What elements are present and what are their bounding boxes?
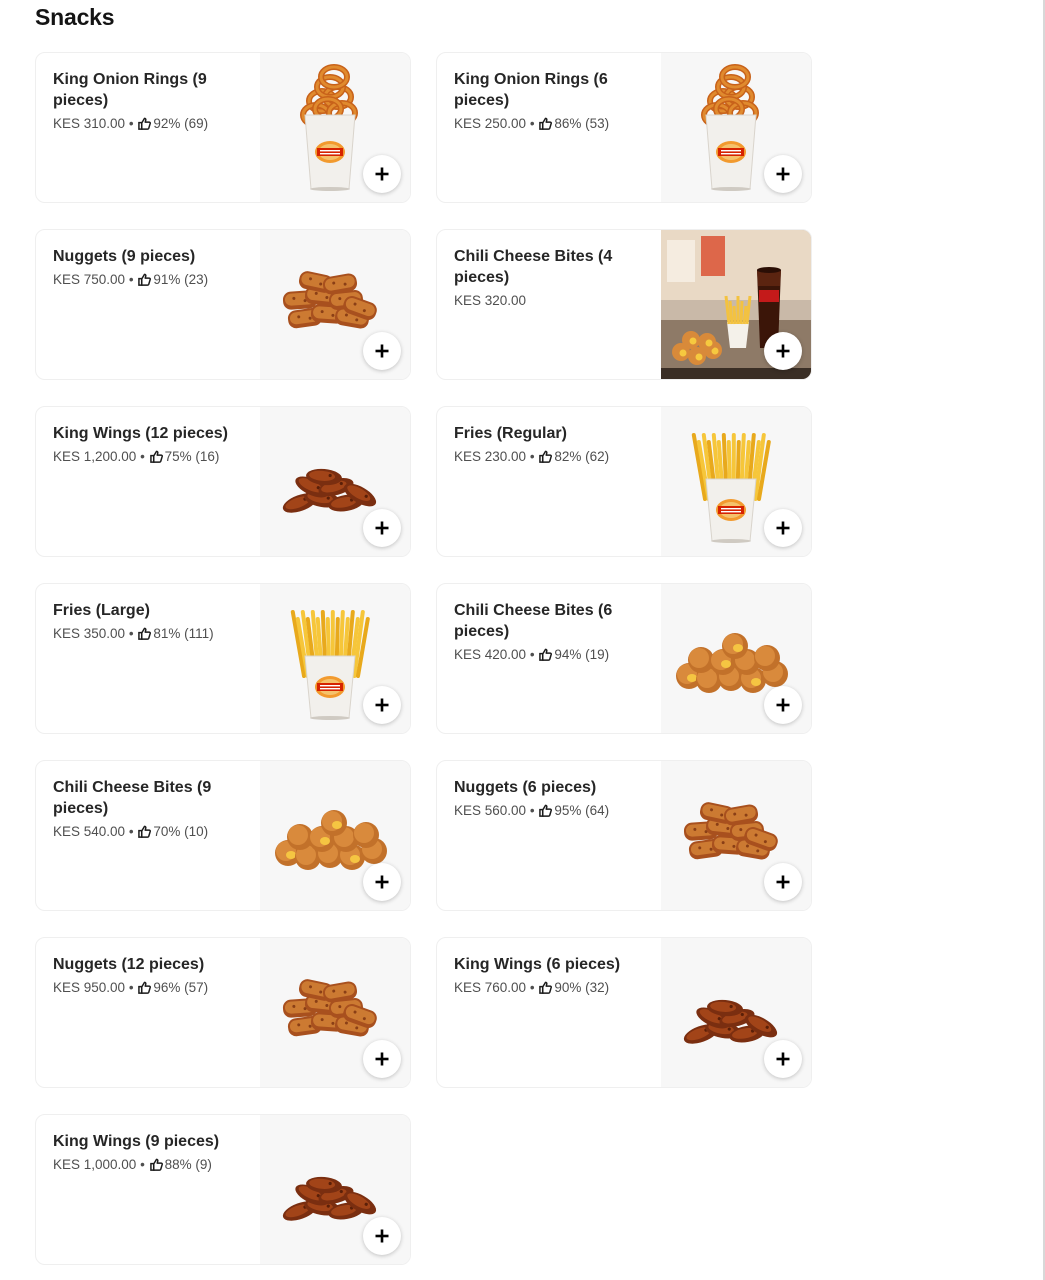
item-info	[53, 246, 253, 288]
add-button[interactable]	[764, 509, 802, 547]
thumbs-up-icon	[150, 1158, 163, 1171]
menu-item-card[interactable]	[35, 1114, 411, 1265]
item-price: KES 420.00	[454, 647, 527, 662]
item-price: KES 560.00	[454, 803, 527, 818]
item-meta	[454, 292, 654, 309]
item-info	[454, 600, 654, 663]
add-button[interactable]	[363, 686, 401, 724]
item-info	[53, 69, 253, 132]
add-button[interactable]	[764, 332, 802, 370]
thumbs-up-icon	[138, 273, 151, 286]
item-name: Chili Cheese Bites (6 pieces)	[454, 602, 613, 640]
item-name: King Onion Rings (6 pieces)	[454, 71, 608, 109]
item-price: KES 1,000.00	[53, 1157, 137, 1172]
item-rating: 91% (23)	[153, 272, 209, 287]
item-info	[53, 423, 253, 465]
add-button[interactable]	[363, 332, 401, 370]
menu-item-card[interactable]	[436, 229, 812, 380]
add-button[interactable]	[363, 155, 401, 193]
thumbs-up-icon	[138, 117, 151, 130]
menu-item-card[interactable]	[35, 229, 411, 380]
plus-icon	[776, 1052, 790, 1066]
meta-separator: •	[529, 980, 539, 995]
item-name: King Wings (9 pieces)	[53, 1133, 220, 1150]
meta-separator: •	[529, 116, 539, 131]
menu-item-card[interactable]	[436, 52, 812, 203]
meta-separator: •	[529, 647, 539, 662]
item-price: KES 320.00	[454, 293, 527, 308]
item-price: KES 950.00	[53, 980, 126, 995]
section-title: Snacks	[35, 4, 115, 30]
item-info	[454, 246, 654, 309]
plus-icon	[375, 344, 389, 358]
item-price: KES 250.00	[454, 116, 527, 131]
item-info	[53, 600, 253, 642]
item-rating: 90% (32)	[554, 980, 610, 995]
thumbs-up-icon	[138, 627, 151, 640]
plus-icon	[375, 521, 389, 535]
plus-icon	[375, 167, 389, 181]
plus-icon	[375, 698, 389, 712]
meta-separator: •	[128, 272, 138, 287]
menu-item-card[interactable]	[436, 937, 812, 1088]
item-price: KES 540.00	[53, 824, 126, 839]
item-name: King Onion Rings (9 pieces)	[53, 71, 207, 109]
item-rating: 94% (19)	[554, 647, 610, 662]
item-rating: 92% (69)	[153, 116, 209, 131]
item-name: Chili Cheese Bites (4 pieces)	[454, 248, 613, 286]
plus-icon	[375, 1052, 389, 1066]
add-button[interactable]	[764, 1040, 802, 1078]
item-name: Fries (Large)	[53, 602, 150, 619]
item-rating: 86% (53)	[554, 116, 610, 131]
item-meta	[53, 625, 253, 642]
add-button[interactable]	[363, 863, 401, 901]
plus-icon	[776, 875, 790, 889]
item-name: Fries (Regular)	[454, 425, 567, 442]
thumbs-up-icon	[138, 825, 151, 838]
thumbs-up-icon	[539, 804, 552, 817]
meta-separator: •	[128, 824, 138, 839]
item-rating: 82% (62)	[554, 449, 610, 464]
meta-separator: •	[140, 449, 149, 464]
plus-icon	[375, 1229, 389, 1243]
thumbs-up-icon	[539, 648, 552, 661]
meta-separator: •	[128, 116, 138, 131]
item-price: KES 760.00	[454, 980, 527, 995]
plus-icon	[776, 167, 790, 181]
item-meta	[53, 115, 253, 132]
meta-separator: •	[529, 449, 539, 464]
menu-item-card[interactable]	[35, 52, 411, 203]
menu-items-grid	[35, 52, 812, 1265]
item-price: KES 350.00	[53, 626, 126, 641]
add-button[interactable]	[363, 1040, 401, 1078]
item-info	[454, 423, 654, 465]
item-info	[53, 954, 253, 996]
item-meta	[454, 448, 654, 465]
add-button[interactable]	[363, 509, 401, 547]
meta-separator: •	[128, 980, 138, 995]
item-meta	[53, 979, 253, 996]
item-name: Nuggets (12 pieces)	[53, 956, 205, 973]
menu-item-card[interactable]	[35, 583, 411, 734]
add-button[interactable]	[764, 155, 802, 193]
menu-item-card[interactable]	[436, 583, 812, 734]
meta-separator: •	[128, 626, 138, 641]
item-meta	[53, 823, 253, 840]
menu-item-card[interactable]	[35, 406, 411, 557]
item-info	[454, 777, 654, 819]
add-button[interactable]	[764, 686, 802, 724]
item-name: King Wings (12 pieces)	[53, 425, 228, 442]
item-meta	[53, 271, 253, 288]
plus-icon	[776, 344, 790, 358]
item-info	[53, 1131, 253, 1173]
item-rating: 96% (57)	[153, 980, 209, 995]
item-info	[53, 777, 253, 840]
menu-item-card[interactable]	[436, 760, 812, 911]
item-info	[454, 954, 654, 996]
item-meta	[53, 1156, 253, 1173]
item-name: Chili Cheese Bites (9 pieces)	[53, 779, 212, 817]
menu-item-card[interactable]	[35, 937, 411, 1088]
item-meta	[454, 979, 654, 996]
item-name: Nuggets (6 pieces)	[454, 779, 597, 796]
menu-item-card[interactable]	[35, 760, 411, 911]
plus-icon	[375, 875, 389, 889]
meta-separator: •	[140, 1157, 149, 1172]
item-rating: 81% (111)	[153, 626, 214, 641]
item-meta	[454, 115, 654, 132]
item-meta	[454, 646, 654, 663]
item-name: King Wings (6 pieces)	[454, 956, 621, 973]
item-rating: 70% (10)	[153, 824, 209, 839]
thumbs-up-icon	[539, 450, 552, 463]
thumbs-up-icon	[150, 450, 163, 463]
thumbs-up-icon	[539, 117, 552, 130]
item-meta	[454, 802, 654, 819]
item-name: Nuggets (9 pieces)	[53, 248, 196, 265]
item-meta	[53, 448, 253, 465]
item-price: KES 230.00	[454, 449, 527, 464]
menu-item-card[interactable]	[436, 406, 812, 557]
thumbs-up-icon	[138, 981, 151, 994]
item-rating: 95% (64)	[554, 803, 610, 818]
item-info	[454, 69, 654, 132]
item-price: KES 310.00	[53, 116, 126, 131]
item-price: KES 1,200.00	[53, 449, 137, 464]
thumbs-up-icon	[539, 981, 552, 994]
item-price: KES 750.00	[53, 272, 126, 287]
add-button[interactable]	[764, 863, 802, 901]
item-rating: 75% (16)	[164, 449, 220, 464]
meta-separator: •	[529, 803, 539, 818]
add-button[interactable]	[363, 1217, 401, 1255]
plus-icon	[776, 698, 790, 712]
plus-icon	[776, 521, 790, 535]
item-rating: 88% (9)	[164, 1157, 212, 1172]
